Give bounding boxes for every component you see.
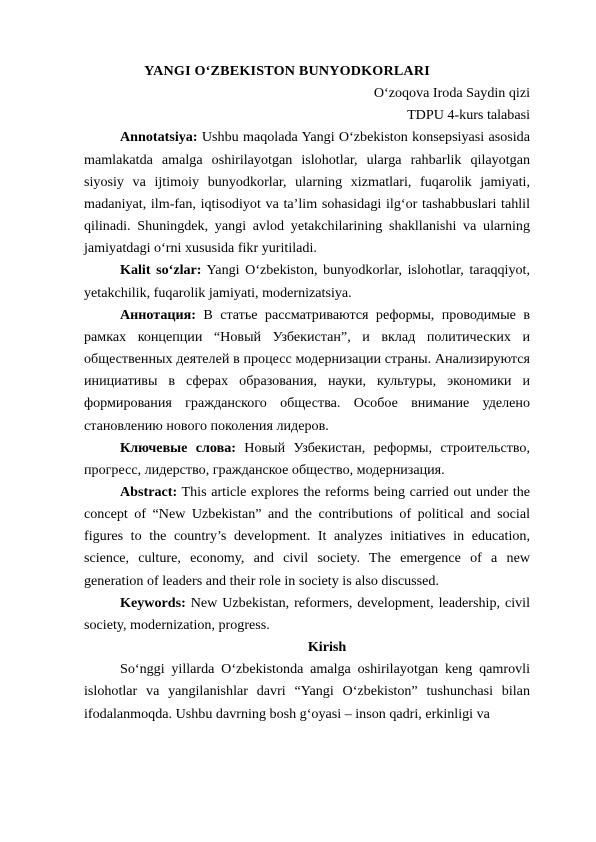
keywords-uz <box>84 259 530 303</box>
keywords-en <box>84 592 530 636</box>
keywords-ru <box>84 437 530 481</box>
section-heading-introduction: Kirish <box>307 639 347 656</box>
keywords-ru-label: Ключевые слова: <box>120 439 236 456</box>
annotation-uz-label: Annotatsiya: <box>120 129 198 146</box>
author-name: O‘zoqova Iroda Saydin qizi <box>373 85 530 102</box>
annotation-ru <box>84 304 530 437</box>
abstract-en-text: This article explores the reforms being carried out under the concept of “New Uzbekistan” and the contributions of political and social figures to the country’s development. It analyzes initiatives in education, science, culture, economy, and civil society. The emergence of a new generation of leaders and their role in society is also discussed. <box>84 483 530 589</box>
keywords-uz-label: Kalit so‘zlar: <box>120 262 202 279</box>
annotation-uz-text: Ushbu maqolada Yangi O‘zbekiston konsepsiyasi asosida mamlakatda amalga oshirilayotgan islohotlar, ularga rahbarlik qilayotgan siyosiy va ijtimoiy bunyodkorlar, ularning xizmatlari, fuqarolik jamiyati, madaniyat, ilm-fan, iqtisodiyot va ta’lim sohasidagi ilg‘or tashabbuslari tahlil qilinadi. Shuningdek, yangi avlod yetakchilarining shakllanishi va ularning jamiyatdagi o‘rni xususida fikr yuritiladi. <box>84 129 530 257</box>
abstract-en-label: Abstract: <box>120 483 178 500</box>
document-page <box>84 60 530 725</box>
author-affiliation: TDPU 4-kurs talabasi <box>407 107 530 124</box>
keywords-en-text: New Uzbekistan, reformers, development, leadership, civil society, modernization, progress. <box>84 594 530 633</box>
keywords-uz-text: Yangi O‘zbekiston, bunyodkorlar, islohotlar, taraqqiyot, yetakchilik, fuqarolik jamiyati, modernizatsiya. <box>84 262 530 301</box>
annotation-ru-label: Аннотация: <box>120 306 196 323</box>
annotation-uz <box>84 126 530 259</box>
introduction-paragraph: So‘nggi yillarda O‘zbekistonda amalga oshirilayotgan keng qamrovli islohotlar va yangilanishlar davri “Yangi O‘zbekiston” tushunchasi bilan ifodalanmoqda. Ushbu davrning bosh g‘oyasi – inson qadri, erkinligi va <box>84 661 530 722</box>
keywords-en-label: Keywords: <box>120 594 186 611</box>
keywords-ru-text: Новый Узбекистан, реформы, строительство, прогресс, лидерство, гражданское общество, модернизация. <box>84 439 531 478</box>
article-title: YANGI O‘ZBEKISTON BUNYODKORLARI <box>144 63 430 79</box>
annotation-ru-text: В статье рассматриваются реформы, проводимые в рамках концепции “Новый Узбекистан”, и вклад политических и общественных деятелей в процесс модернизации страны. Анализируются инициативы в сферах образования, науки, культуры, экономики и формирования гражданского общества. Особое внимание уделено становлению нового поколения лидеров. <box>84 306 530 434</box>
abstract-en <box>84 481 530 592</box>
